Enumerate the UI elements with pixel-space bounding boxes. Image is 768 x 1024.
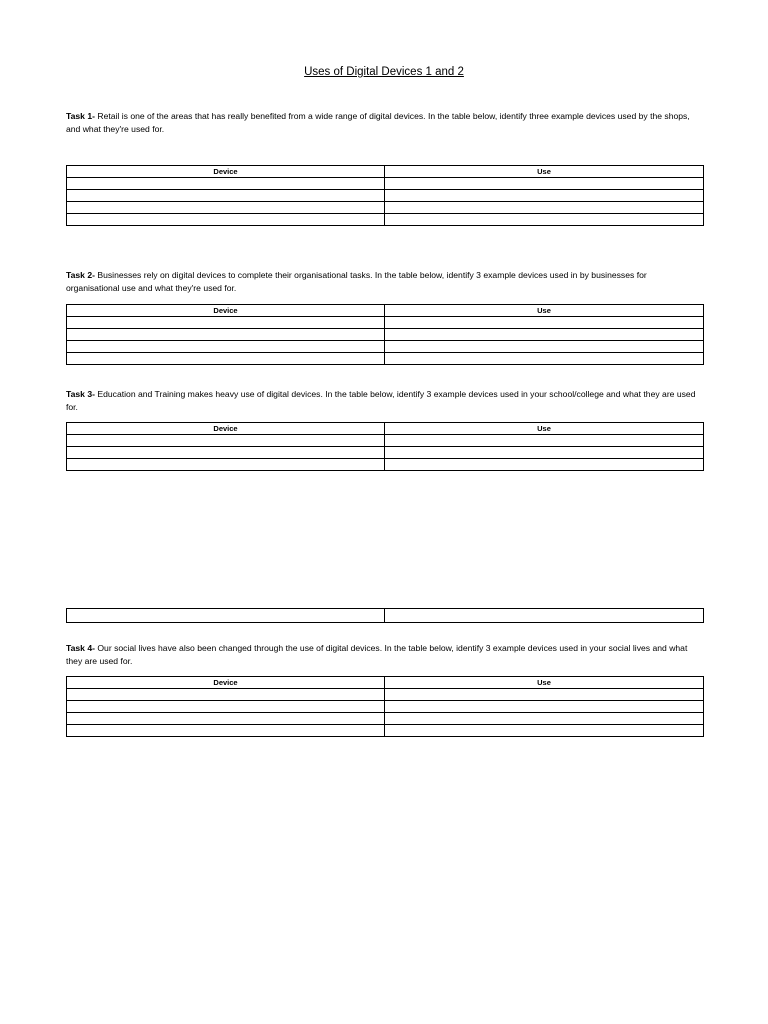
use-header: Use	[385, 423, 704, 435]
use-cell[interactable]	[385, 190, 704, 202]
use-cell[interactable]	[385, 214, 704, 226]
device-cell[interactable]	[67, 701, 385, 713]
task-3-instructions	[66, 388, 696, 414]
task-1-label: Task 1-	[66, 111, 95, 121]
table-row	[67, 447, 704, 459]
table-header-row	[67, 166, 704, 178]
table-row	[67, 317, 704, 329]
device-cell[interactable]	[67, 329, 385, 341]
stray-table-row	[66, 608, 704, 623]
document-title: Uses of Digital Devices 1 and 2	[304, 66, 464, 78]
table-header-row	[67, 677, 704, 689]
task-4-table	[66, 676, 704, 737]
device-cell[interactable]	[67, 713, 385, 725]
device-cell[interactable]	[67, 214, 385, 226]
use-header: Use	[385, 166, 704, 178]
task-2-instructions	[66, 269, 696, 295]
table-row	[67, 689, 704, 701]
use-cell[interactable]	[385, 689, 704, 701]
device-header: Device	[67, 166, 385, 178]
device-cell[interactable]	[67, 609, 385, 623]
table-row	[67, 202, 704, 214]
task-4-text: Our social lives have also been changed through the use of digital devices. In the table below, identify 3 example devices used in your social lives and what they are used for.	[66, 643, 688, 666]
device-cell[interactable]	[67, 341, 385, 353]
use-cell[interactable]	[385, 202, 704, 214]
task-4-label: Task 4-	[66, 643, 95, 653]
use-cell[interactable]	[385, 317, 704, 329]
device-cell[interactable]	[67, 447, 385, 459]
task-2-label: Task 2-	[66, 270, 95, 280]
task-1-text: Retail is one of the areas that has really benefited from a wide range of digital devices. In the table below, identify three example devices used by the shops, and what they're used for.	[66, 111, 690, 134]
task-1-instructions	[66, 110, 696, 136]
device-cell[interactable]	[67, 725, 385, 737]
task-3-table	[66, 422, 704, 471]
use-cell[interactable]	[385, 178, 704, 190]
table-row	[67, 725, 704, 737]
table-row	[67, 214, 704, 226]
device-cell[interactable]	[67, 459, 385, 471]
device-cell[interactable]	[67, 353, 385, 365]
table-row	[67, 178, 704, 190]
use-cell[interactable]	[385, 713, 704, 725]
task-2-table	[66, 304, 704, 365]
device-cell[interactable]	[67, 202, 385, 214]
use-cell[interactable]	[385, 447, 704, 459]
use-header: Use	[385, 305, 704, 317]
table-row	[67, 353, 704, 365]
use-cell[interactable]	[385, 435, 704, 447]
table-row	[67, 609, 704, 623]
use-cell[interactable]	[385, 341, 704, 353]
use-cell[interactable]	[385, 353, 704, 365]
task-1-table	[66, 165, 704, 226]
table-header-row	[67, 305, 704, 317]
use-cell[interactable]	[385, 459, 704, 471]
device-cell[interactable]	[67, 190, 385, 202]
device-header: Device	[67, 677, 385, 689]
task-3-label: Task 3-	[66, 389, 95, 399]
table-row	[67, 329, 704, 341]
device-cell[interactable]	[67, 178, 385, 190]
task-4-instructions	[66, 642, 696, 668]
table-row	[67, 435, 704, 447]
device-header: Device	[67, 423, 385, 435]
task-2-text: Businesses rely on digital devices to complete their organisational tasks. In the table below, identify 3 example devices used in by businesses for organisational use and what they're used for.	[66, 270, 647, 293]
device-cell[interactable]	[67, 317, 385, 329]
use-cell[interactable]	[385, 329, 704, 341]
table-header-row	[67, 423, 704, 435]
table-row	[67, 190, 704, 202]
device-header: Device	[67, 305, 385, 317]
task-3-text: Education and Training makes heavy use of digital devices. In the table below, identify 3 example devices used in your school/college and what they are used for.	[66, 389, 696, 412]
device-cell[interactable]	[67, 435, 385, 447]
use-cell[interactable]	[385, 701, 704, 713]
use-header: Use	[385, 677, 704, 689]
table-row	[67, 341, 704, 353]
use-cell[interactable]	[385, 725, 704, 737]
device-cell[interactable]	[67, 689, 385, 701]
table-row	[67, 459, 704, 471]
use-cell[interactable]	[385, 609, 704, 623]
table-row	[67, 701, 704, 713]
table-row	[67, 713, 704, 725]
